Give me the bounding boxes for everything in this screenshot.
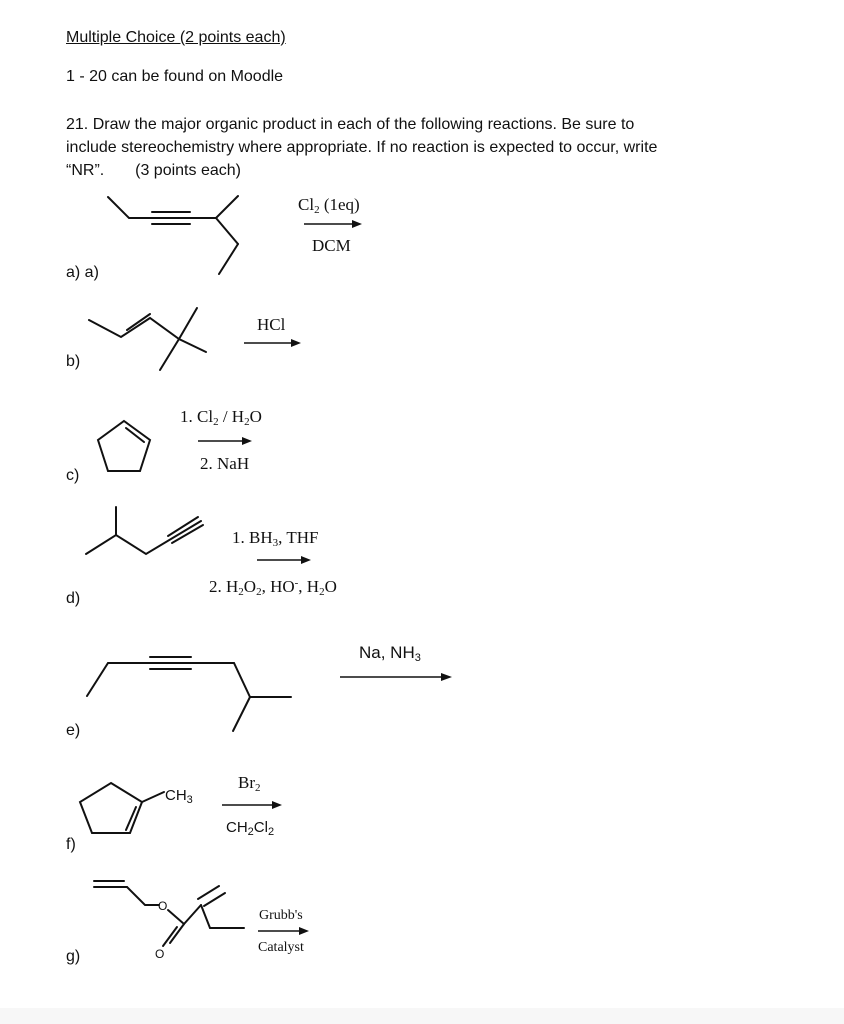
label-a: a) a)	[66, 264, 99, 281]
reagent-a-cl: Cl	[298, 195, 315, 214]
question-line-1: 21. Draw the major organic product in each of the following reactions. Be sure to	[66, 116, 635, 133]
substituent-f	[165, 785, 193, 811]
structure-e	[87, 657, 291, 731]
arrowhead-b	[291, 339, 301, 347]
reagent-a-top	[298, 194, 360, 221]
arrowhead-c	[242, 437, 252, 445]
reagent-g-bottom: Catalyst	[258, 940, 304, 955]
arrowhead-d	[301, 556, 311, 564]
oxygen-carbonyl: O	[155, 947, 165, 961]
c-step1-b: / H	[218, 407, 245, 426]
label-b: b)	[66, 353, 81, 370]
d-step1-sub1: 3	[272, 537, 279, 549]
oxygen-ester: O	[158, 899, 168, 913]
d-step2-sub2: 2	[256, 586, 262, 598]
reagent-f-bottom	[226, 817, 274, 843]
structure-f	[80, 783, 164, 833]
arrowhead-e	[441, 673, 452, 681]
f-br-sub: 2	[255, 782, 261, 794]
reagent-d-step2	[209, 572, 337, 603]
arrowhead-f	[272, 801, 282, 809]
reagent-a-cl-sub: 2	[314, 204, 320, 216]
reagent-c-step2: 2. NaH	[200, 454, 250, 473]
c-step1-sub2: 2	[244, 416, 250, 428]
d-step2-sup: -	[294, 577, 299, 589]
d-step1-a: 1. BH	[232, 528, 273, 547]
c-step1-sub1: 2	[213, 416, 219, 428]
reagent-d-step1	[232, 527, 318, 554]
structure-c	[98, 421, 150, 471]
d-step2-a: 2. H	[209, 577, 239, 596]
reagent-g-top: Grubb's	[259, 908, 303, 923]
e-reagent-a: Na, NH	[359, 643, 415, 662]
reagent-c-step1	[180, 406, 262, 433]
structure-b	[89, 308, 206, 370]
d-step1-b: , THF	[278, 528, 319, 547]
f-ch: CH	[165, 787, 187, 804]
d-step2-d: , H	[298, 577, 320, 596]
d-step2-sub3: 2	[319, 586, 325, 598]
f-ch2-sub: 2	[247, 826, 254, 838]
f-br: Br	[238, 773, 255, 792]
d-step2-sub1: 2	[238, 586, 244, 598]
f-cl2: Cl	[253, 819, 268, 836]
d-step2-c: , HO	[261, 577, 295, 596]
arrowhead-a	[352, 220, 362, 228]
reagent-a-eq: (1eq)	[319, 195, 360, 214]
page-bottom-edge	[0, 1008, 844, 1024]
f-ch-sub: 3	[186, 794, 193, 806]
page-title: Multiple Choice (2 points each)	[66, 29, 286, 46]
reagent-a-bottom: DCM	[312, 236, 351, 255]
points-text: (3 points each)	[135, 162, 241, 179]
d-step2-b: O	[243, 577, 257, 596]
reagent-f-top	[238, 772, 261, 799]
f-ch2: CH	[226, 819, 248, 836]
d-step2-e: O	[324, 577, 337, 596]
reagent-b: HCl	[257, 315, 286, 334]
reagent-e	[359, 642, 421, 669]
f-cl2-sub: 2	[267, 826, 275, 838]
structure-g	[94, 881, 244, 946]
structure-a	[108, 196, 238, 274]
label-c: c)	[66, 467, 80, 484]
structure-d	[86, 507, 203, 554]
question-line-2: include stereochemistry where appropriate. If no reaction is expected to occur, write	[66, 139, 658, 156]
label-g: g)	[66, 948, 81, 965]
label-d: d)	[66, 590, 81, 607]
label-f: f)	[66, 836, 76, 853]
c-step1-c: O	[249, 407, 262, 426]
nr-text: “NR”.	[66, 162, 105, 179]
label-e: e)	[66, 722, 81, 739]
arrowhead-g	[299, 927, 309, 935]
c-step1-a: 1. Cl	[180, 407, 214, 426]
e-reagent-sub: 3	[414, 652, 421, 664]
moodle-note: 1 - 20 can be found on Moodle	[66, 68, 284, 85]
